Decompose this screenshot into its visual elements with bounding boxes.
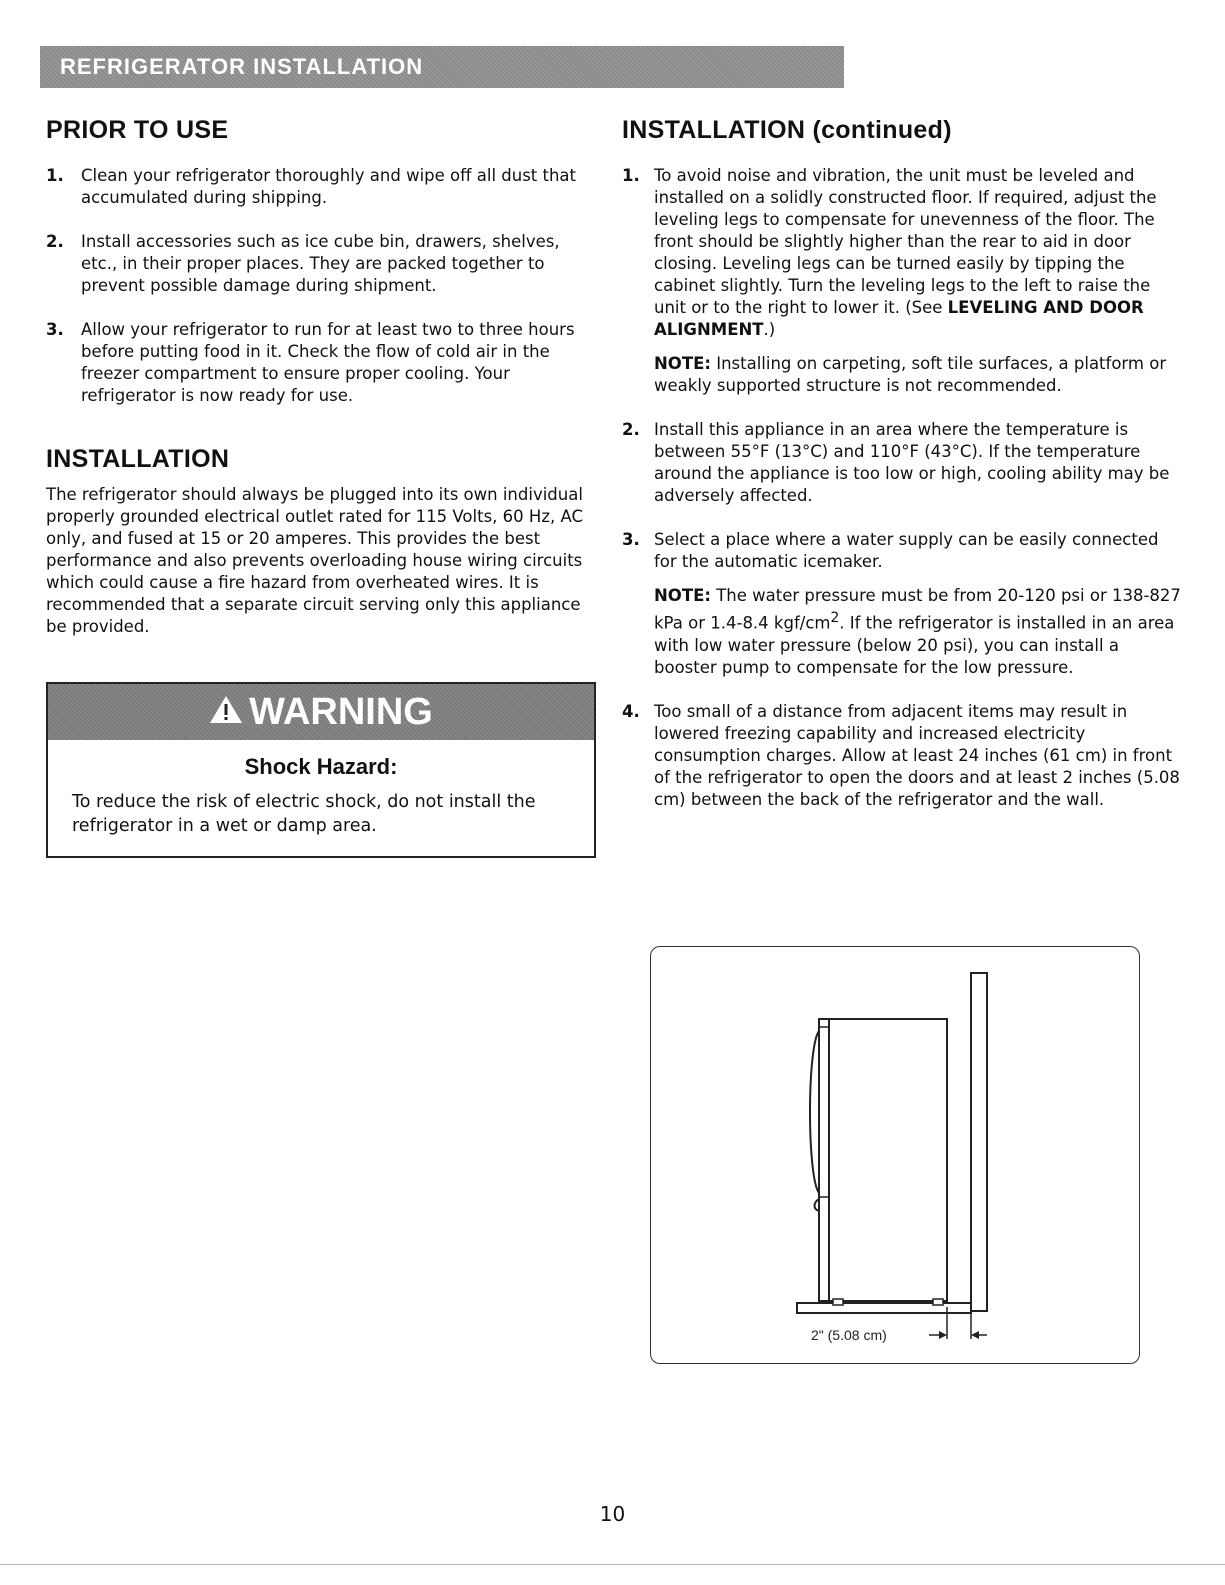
installation-continued-heading: INSTALLATION (continued) xyxy=(622,116,952,144)
installation-steps xyxy=(622,165,1182,811)
banner-title: REFRIGERATOR INSTALLATION xyxy=(60,54,424,79)
list-item xyxy=(46,165,591,209)
note-text-end: . If the refrigerator is installed in an area with low water pressure (below 20 psi), you can install a booster pump to compensate for the low pressure. xyxy=(654,613,1175,677)
note xyxy=(654,353,1182,397)
list-item xyxy=(46,231,591,297)
clearance-label: 2" (5.08 cm) xyxy=(811,1327,887,1343)
warning-body xyxy=(48,740,594,856)
step-text: Too small of a distance from adjacent items may result in lowered freezing capability and increased electricity consumption charges. Allow at least 24 inches (61 cm) in front of the refrigerator to open the doors and at least 2 inches (5.08 cm) between the back of the refrigerator and the wall. xyxy=(654,701,1180,809)
step-text: Clean your refrigerator thoroughly and wipe off all dust that accumulated during shipping. xyxy=(81,166,577,207)
warning-header xyxy=(48,684,594,740)
list-item xyxy=(622,701,1182,811)
refrigerator-side-illustration xyxy=(651,947,1139,1363)
list-item xyxy=(46,319,591,407)
superscript: 2 xyxy=(830,610,840,626)
page-divider xyxy=(0,1564,1225,1565)
clearance-diagram xyxy=(650,946,1140,1364)
prior-to-use-steps xyxy=(46,165,591,407)
warning-triangle-icon xyxy=(209,691,243,734)
step-number: 3. xyxy=(46,320,64,339)
step-number: 4. xyxy=(622,701,640,721)
step-number: 1. xyxy=(622,166,640,185)
prior-to-use-heading: PRIOR TO USE xyxy=(46,116,229,144)
page-number: 10 xyxy=(599,1502,626,1526)
step-text-end: .) xyxy=(763,320,776,339)
installation-body: The refrigerator should always be plugged into its own individual properly grounded electrical outlet rated for 115 Volts, 60 Hz, AC only, and fused at 15 or 20 amperes. This provides the best performance and also prevents overloading house wiring circuits which could cause a fire hazard from overheated wires. It is recommended that a separate circuit serving only this appliance be provided. xyxy=(46,485,583,636)
warning-box xyxy=(46,682,596,858)
step-text: Allow your refrigerator to run for at least two to three hours before putting food in it. Check the flow of cold air in the freezer compartment to ensure proper cooling. Your refrigerator is now ready for use. xyxy=(81,320,575,405)
list-item xyxy=(622,419,1182,507)
list-item xyxy=(622,165,1182,397)
hazard-title: Shock Hazard: xyxy=(244,754,398,779)
step-text: Install accessories such as ice cube bin, drawers, shelves, etc., in their proper places. They are packed together to prevent possible damage during shipment. xyxy=(81,232,560,295)
warning-title: WARNING xyxy=(249,690,433,733)
cross-reference: LEVELING AND DOOR ALIGNMENT xyxy=(654,298,1144,339)
note-label: NOTE: xyxy=(654,586,711,605)
note-label: NOTE: xyxy=(654,354,711,373)
step-text: Select a place where a water supply can be easily connected for the automatic icemaker. xyxy=(654,530,1159,571)
step-text: Install this appliance in an area where the temperature is between 55°F (13°C) and 110°F (43°C). If the temperature around the appliance is too low or high, cooling ability may be adversely affected. xyxy=(654,420,1170,505)
section-banner xyxy=(40,46,844,88)
left-column xyxy=(46,116,591,858)
warning-text: To reduce the risk of electric shock, do not install the refrigerator in a wet or damp area. xyxy=(72,792,536,836)
step-number: 1. xyxy=(46,166,64,185)
installation-heading: INSTALLATION xyxy=(46,445,230,473)
note xyxy=(654,585,1182,679)
step-text: To avoid noise and vibration, the unit must be leveled and installed on a solidly constructed floor. If required, adjust the leveling legs to compensate for unevenness of the floor. The front should be slightly higher than the rear to aid in door closing. Leveling legs can be turned easily by tipping the cabinet slightly. Turn the leveling legs to the left to raise the unit or to the right to lower it. (See xyxy=(654,166,1157,317)
step-number: 3. xyxy=(622,530,640,549)
step-number: 2. xyxy=(46,232,64,251)
note-text: The water pressure must be from 20-120 psi or 138-827 kPa or 1.4-8.4 kgf/cm xyxy=(654,586,1181,633)
list-item xyxy=(622,529,1182,679)
note-text: Installing on carpeting, soft tile surfaces, a platform or weakly supported structure is not recommended. xyxy=(654,354,1167,395)
step-number: 2. xyxy=(622,420,640,439)
right-column xyxy=(622,116,1182,833)
